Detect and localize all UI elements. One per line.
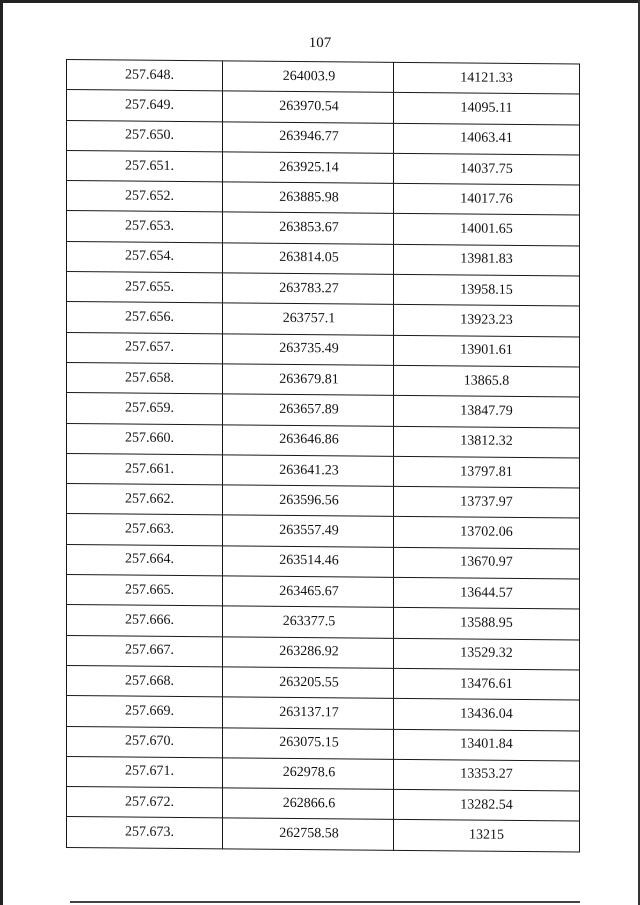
y-coordinate-text: 13847.79 bbox=[460, 403, 513, 419]
table-row bbox=[67, 605, 580, 640]
point-id-text: 257.652. bbox=[125, 188, 174, 204]
table-row bbox=[67, 90, 580, 125]
point-id-cell bbox=[67, 665, 223, 697]
point-id-cell bbox=[67, 272, 223, 304]
table-row bbox=[67, 817, 580, 852]
x-coordinate-cell bbox=[223, 788, 394, 820]
y-coordinate-text: 13476.61 bbox=[460, 676, 513, 692]
point-id-cell bbox=[67, 362, 223, 394]
y-coordinate-cell bbox=[394, 426, 580, 458]
x-coordinate-text: 263885.98 bbox=[279, 189, 339, 206]
point-id-cell bbox=[67, 150, 223, 182]
y-coordinate-cell bbox=[394, 668, 580, 700]
y-coordinate-text: 13282.54 bbox=[460, 797, 513, 813]
point-id-text: 257.658. bbox=[125, 370, 174, 386]
y-coordinate-cell bbox=[394, 153, 580, 185]
y-coordinate-cell bbox=[394, 820, 580, 852]
point-id-text: 257.664. bbox=[125, 551, 174, 568]
page-number: 107 bbox=[308, 35, 332, 51]
point-id-text: 257.663. bbox=[125, 521, 174, 538]
point-id-cell bbox=[67, 120, 223, 152]
table-row bbox=[67, 787, 580, 822]
y-coordinate-cell bbox=[394, 729, 580, 761]
y-coordinate-cell bbox=[394, 789, 580, 821]
table-row bbox=[67, 544, 580, 579]
table-row bbox=[67, 362, 580, 397]
scan-edge-bottom bbox=[70, 901, 580, 903]
y-coordinate-text: 13737.97 bbox=[460, 494, 513, 510]
y-coordinate-cell bbox=[394, 93, 580, 125]
x-coordinate-text: 263137.17 bbox=[279, 704, 339, 721]
x-coordinate-text: 262978.6 bbox=[282, 765, 336, 781]
x-coordinate-text: 263557.49 bbox=[279, 522, 339, 539]
y-coordinate-cell bbox=[394, 365, 580, 397]
x-coordinate-cell bbox=[223, 546, 394, 578]
x-coordinate-cell bbox=[223, 182, 394, 214]
x-coordinate-text: 263783.27 bbox=[279, 280, 339, 297]
point-id-cell bbox=[67, 787, 223, 819]
y-coordinate-cell bbox=[394, 184, 580, 216]
x-coordinate-cell bbox=[223, 515, 394, 547]
y-coordinate-cell bbox=[394, 759, 580, 791]
coordinates-table-container bbox=[66, 59, 576, 852]
point-id-text: 257.653. bbox=[125, 218, 174, 235]
x-coordinate-text: 263205.55 bbox=[279, 674, 339, 690]
point-id-text: 257.649. bbox=[125, 97, 174, 113]
point-id-text: 257.673. bbox=[125, 824, 174, 841]
x-coordinate-cell bbox=[223, 61, 394, 93]
y-coordinate-cell bbox=[394, 305, 580, 337]
y-coordinate-text: 13901.61 bbox=[460, 342, 513, 359]
y-coordinate-cell bbox=[394, 62, 580, 94]
y-coordinate-text: 14001.65 bbox=[460, 221, 513, 238]
table-row bbox=[67, 181, 580, 216]
table-row bbox=[67, 272, 580, 307]
y-coordinate-text: 13401.84 bbox=[460, 736, 513, 753]
point-id-text: 257.669. bbox=[125, 703, 174, 719]
point-id-text: 257.654. bbox=[125, 248, 174, 265]
x-coordinate-cell bbox=[223, 303, 394, 335]
x-coordinate-cell bbox=[223, 121, 394, 153]
y-coordinate-cell bbox=[394, 608, 580, 640]
point-id-text: 257.666. bbox=[125, 612, 174, 628]
table-row bbox=[67, 514, 580, 549]
x-coordinate-cell bbox=[223, 424, 394, 456]
x-coordinate-cell bbox=[223, 818, 394, 850]
y-coordinate-cell bbox=[394, 244, 580, 276]
x-coordinate-text: 263814.05 bbox=[279, 250, 339, 266]
table-row bbox=[67, 423, 580, 458]
point-id-cell bbox=[67, 332, 223, 364]
x-coordinate-cell bbox=[223, 212, 394, 244]
x-coordinate-cell bbox=[223, 758, 394, 790]
y-coordinate-cell bbox=[394, 577, 580, 609]
x-coordinate-cell bbox=[223, 334, 394, 366]
coordinates-table bbox=[66, 59, 580, 852]
y-coordinate-cell bbox=[394, 123, 580, 155]
x-coordinate-cell bbox=[223, 485, 394, 517]
x-coordinate-text: 263646.86 bbox=[279, 432, 339, 448]
point-id-text: 257.670. bbox=[125, 733, 174, 750]
y-coordinate-text: 13981.83 bbox=[460, 251, 513, 268]
x-coordinate-cell bbox=[223, 606, 394, 638]
point-id-cell bbox=[67, 90, 223, 122]
y-coordinate-cell bbox=[394, 274, 580, 306]
x-coordinate-text: 263853.67 bbox=[279, 219, 339, 236]
point-id-cell bbox=[67, 726, 223, 758]
table-row bbox=[67, 635, 580, 670]
point-id-text: 257.661. bbox=[125, 461, 174, 477]
x-coordinate-cell bbox=[223, 394, 394, 426]
point-id-text: 257.662. bbox=[125, 491, 174, 507]
table-row bbox=[67, 393, 580, 428]
y-coordinate-text: 13529.32 bbox=[460, 645, 513, 662]
point-id-cell bbox=[67, 181, 223, 213]
y-coordinate-text: 13644.57 bbox=[460, 585, 513, 601]
table-row bbox=[67, 453, 580, 488]
x-coordinate-text: 264003.9 bbox=[282, 68, 336, 84]
x-coordinate-cell bbox=[223, 91, 394, 123]
x-coordinate-cell bbox=[223, 697, 394, 729]
point-id-text: 257.665. bbox=[125, 582, 174, 598]
y-coordinate-cell bbox=[394, 456, 580, 488]
x-coordinate-text: 263679.81 bbox=[279, 371, 339, 387]
point-id-text: 257.657. bbox=[125, 339, 174, 356]
point-id-cell bbox=[67, 635, 223, 667]
table-row bbox=[67, 150, 580, 185]
x-coordinate-text: 263757.1 bbox=[282, 310, 336, 327]
point-id-cell bbox=[67, 211, 223, 243]
table-row bbox=[67, 756, 580, 791]
x-coordinate-text: 263735.49 bbox=[279, 341, 339, 357]
x-coordinate-cell bbox=[223, 273, 394, 305]
x-coordinate-cell bbox=[223, 455, 394, 487]
coordinates-table-body bbox=[67, 60, 580, 852]
x-coordinate-cell bbox=[223, 576, 394, 608]
table-row bbox=[67, 726, 580, 761]
point-id-text: 257.655. bbox=[125, 279, 174, 295]
table-row bbox=[67, 302, 580, 337]
point-id-cell bbox=[67, 453, 223, 485]
x-coordinate-cell bbox=[223, 152, 394, 184]
y-coordinate-text: 13865.8 bbox=[463, 373, 510, 389]
y-coordinate-text: 13812.32 bbox=[460, 433, 513, 450]
y-coordinate-cell bbox=[394, 517, 580, 549]
y-coordinate-text: 13702.06 bbox=[460, 524, 513, 540]
point-id-text: 257.651. bbox=[125, 158, 174, 174]
table-row bbox=[67, 241, 580, 276]
y-coordinate-cell bbox=[394, 214, 580, 246]
y-coordinate-text: 13353.27 bbox=[460, 766, 513, 783]
point-id-text: 257.656. bbox=[125, 309, 174, 325]
scan-edge-left bbox=[0, 0, 3, 905]
x-coordinate-text: 262866.6 bbox=[282, 795, 336, 812]
table-row bbox=[67, 60, 580, 95]
table-row bbox=[67, 332, 580, 367]
point-id-cell bbox=[67, 514, 223, 546]
point-id-text: 257.668. bbox=[125, 673, 174, 689]
y-coordinate-cell bbox=[394, 547, 580, 579]
x-coordinate-cell bbox=[223, 364, 394, 396]
table-row bbox=[67, 120, 580, 155]
y-coordinate-text: 13958.15 bbox=[460, 282, 513, 298]
y-coordinate-text: 14095.11 bbox=[460, 100, 513, 116]
x-coordinate-text: 263286.92 bbox=[279, 644, 339, 660]
y-coordinate-text: 14017.76 bbox=[460, 191, 513, 207]
x-coordinate-text: 262758.58 bbox=[279, 825, 339, 842]
y-coordinate-text: 14063.41 bbox=[460, 130, 513, 147]
point-id-text: 257.671. bbox=[125, 763, 174, 780]
table-row bbox=[67, 211, 580, 246]
y-coordinate-cell bbox=[394, 487, 580, 519]
point-id-text: 257.660. bbox=[125, 430, 174, 447]
x-coordinate-cell bbox=[223, 727, 394, 759]
table-row bbox=[67, 575, 580, 610]
point-id-text: 257.672. bbox=[125, 794, 174, 810]
point-id-text: 257.650. bbox=[125, 127, 174, 144]
x-coordinate-text: 263946.77 bbox=[279, 129, 339, 145]
point-id-cell bbox=[67, 696, 223, 728]
point-id-text: 257.667. bbox=[125, 642, 174, 659]
point-id-cell bbox=[67, 423, 223, 455]
y-coordinate-cell bbox=[394, 396, 580, 428]
table-row bbox=[67, 696, 580, 731]
y-coordinate-text: 13588.95 bbox=[460, 615, 513, 631]
y-coordinate-cell bbox=[394, 638, 580, 670]
x-coordinate-cell bbox=[223, 667, 394, 699]
y-coordinate-text: 13436.04 bbox=[460, 706, 513, 722]
point-id-cell bbox=[67, 60, 223, 92]
x-coordinate-text: 263075.15 bbox=[279, 735, 339, 751]
point-id-text: 257.648. bbox=[125, 67, 174, 83]
point-id-text: 257.659. bbox=[125, 400, 174, 416]
point-id-cell bbox=[67, 544, 223, 576]
x-coordinate-text: 263465.67 bbox=[279, 583, 339, 600]
point-id-cell bbox=[67, 605, 223, 637]
y-coordinate-cell bbox=[394, 699, 580, 731]
table-row bbox=[67, 484, 580, 519]
x-coordinate-text: 263596.56 bbox=[279, 492, 339, 509]
y-coordinate-text: 13670.97 bbox=[460, 554, 513, 571]
point-id-cell bbox=[67, 393, 223, 425]
y-coordinate-cell bbox=[394, 335, 580, 367]
table-row bbox=[67, 665, 580, 700]
x-coordinate-text: 263377.5 bbox=[282, 613, 336, 630]
point-id-cell bbox=[67, 241, 223, 273]
x-coordinate-cell bbox=[223, 243, 394, 275]
x-coordinate-text: 263641.23 bbox=[279, 462, 339, 478]
x-coordinate-cell bbox=[223, 637, 394, 669]
y-coordinate-text: 14121.33 bbox=[460, 70, 513, 86]
point-id-cell bbox=[67, 756, 223, 788]
scan-edge-top bbox=[0, 0, 640, 3]
point-id-cell bbox=[67, 484, 223, 516]
x-coordinate-text: 263925.14 bbox=[279, 159, 339, 175]
y-coordinate-text: 13797.81 bbox=[460, 463, 513, 480]
y-coordinate-text: 14037.75 bbox=[460, 160, 513, 177]
point-id-cell bbox=[67, 575, 223, 607]
y-coordinate-text: 13923.23 bbox=[460, 312, 513, 328]
point-id-cell bbox=[67, 302, 223, 334]
x-coordinate-text: 263970.54 bbox=[279, 98, 339, 115]
point-id-cell bbox=[67, 817, 223, 849]
x-coordinate-text: 263657.89 bbox=[279, 401, 339, 418]
y-coordinate-text: 13215 bbox=[469, 827, 504, 843]
x-coordinate-text: 263514.46 bbox=[279, 553, 339, 569]
